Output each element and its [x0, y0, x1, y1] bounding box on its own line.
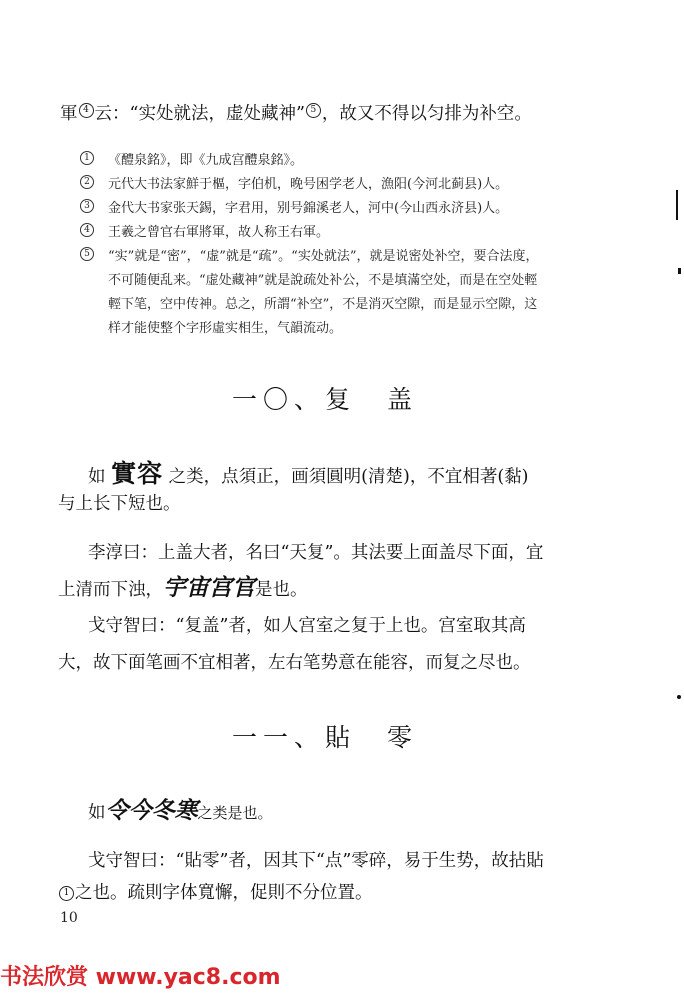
- footnote-text: 王羲之曾官右軍將軍，故人称王右軍。: [108, 225, 330, 240]
- section-heading-10: 一〇、复 盖: [232, 385, 419, 414]
- para-text: 是也。: [255, 580, 308, 600]
- footnote-text: 金代大书家张天錫，字君用，别号錦溪老人，河中(今山西永济县)人。: [108, 201, 509, 216]
- top-text-part1: 軍: [60, 104, 78, 124]
- page-number: 10: [60, 910, 78, 926]
- section-heading-11: 一一、貼 零: [232, 723, 419, 752]
- para-text: 之类是也。: [197, 804, 273, 822]
- note-marker-5: 5: [306, 103, 321, 118]
- para-prefix: 如: [88, 803, 106, 823]
- para-prefix: 如: [88, 467, 106, 487]
- para-text: 之类，点須正，画須圓明(清楚)，不宜相著(黏): [168, 467, 529, 487]
- scan-mark: [676, 190, 678, 220]
- footnote-number: 3: [80, 199, 94, 213]
- footnote-number: 2: [80, 175, 94, 189]
- para-text: 之也。疏則字体寬懈，促則不分位置。: [75, 883, 373, 903]
- calligraphy-example: 宇宙宫官: [163, 574, 255, 601]
- footnote-text-continued: 輕下笔，空中传神。总之，所謂“补空”，不是消灭空隙，而是显示空隙，这: [108, 297, 538, 312]
- section10-paragraph3-line2: 大，故下面笔画不宜相著，左右笔势意在能容，而复之尽也。: [58, 653, 531, 673]
- top-text-part2: 云：“实处就法，虚处藏神”: [94, 104, 305, 124]
- note-marker-4: 4: [79, 103, 94, 118]
- scan-mark: [678, 268, 681, 274]
- section10-paragraph2-line1: 李淳曰：上盖大者，名曰“天复”。其法要上面盖尽下面，宜: [88, 543, 544, 563]
- top-text-part3: ，故又不得以匀排为补空。: [321, 104, 532, 124]
- top-text-line: [60, 100, 532, 125]
- footnote-number: 1: [80, 151, 94, 165]
- section11-paragraph2-line1: 戈守智曰：“貼零”者，因其下“点”零碎，易于生势，故拈貼: [88, 851, 544, 871]
- footnote-number: 5: [80, 247, 94, 261]
- section10-paragraph1-line2: 与上长下短也。: [58, 494, 181, 514]
- section10-paragraph2-line2: [58, 569, 308, 602]
- section11-paragraph2-line2: [58, 879, 373, 904]
- footnote-text-continued: 样才能使整个字形虛实相生，气韻流动。: [108, 321, 343, 336]
- section10-paragraph3-line1: 戈守智曰：“复盖”者，如人宫室之复于上也。宫室取其高: [88, 616, 526, 636]
- footnote-text: 元代大书法家鮮于樞，字伯机，晚号困学老人，漁阳(今河北蓟县)人。: [108, 177, 509, 192]
- footnote-text-continued: 不可随便乱来。“虚处藏神”就是說疏处补公，不是填滿空处，而是在空处輕: [108, 273, 538, 288]
- calligraphy-example: 令今冬寒: [105, 797, 198, 824]
- para-text: 上清而下浊，: [58, 580, 163, 600]
- note-marker-1: 1: [59, 886, 74, 901]
- footnote-text: 《醴泉銘》，即《九成宫醴泉銘》。: [108, 153, 304, 168]
- calligraphy-example: 實容: [111, 459, 164, 488]
- footnote-text: “实”就是“密”，“虚”就是“疏”。“实处就法”，就是说密处补空，要合法度，: [108, 249, 539, 264]
- section11-paragraph1: [88, 792, 273, 825]
- section10-paragraph1-line1: [88, 454, 528, 490]
- footnote-number: 4: [80, 223, 94, 237]
- scan-mark: [677, 695, 681, 699]
- site-watermark: 书法欣赏 www.yac8.com: [0, 965, 281, 990]
